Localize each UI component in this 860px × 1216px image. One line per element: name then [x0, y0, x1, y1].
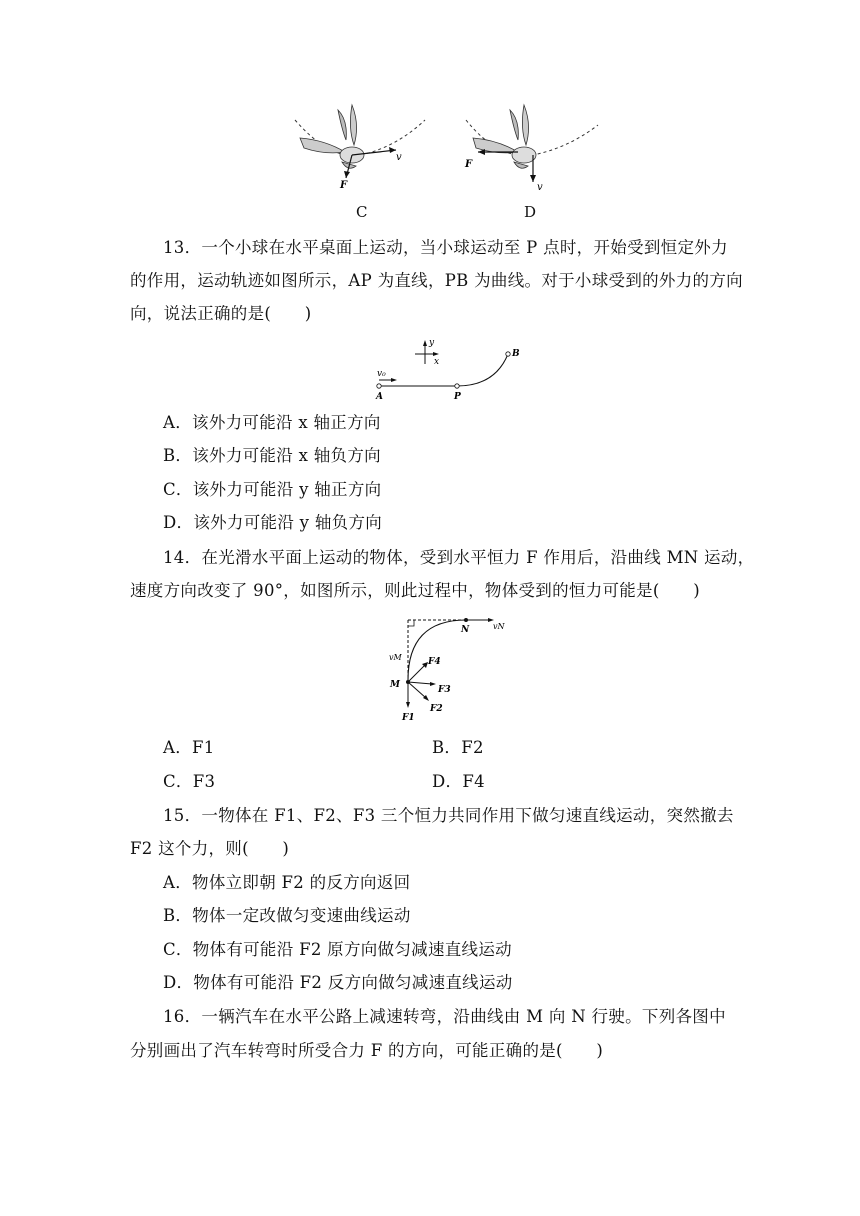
q14-f1-label: F1	[402, 713, 415, 723]
q15-option-a: A．物体立即朝 F2 的反方向返回	[163, 873, 411, 892]
q14-option-d: D．F4	[432, 772, 485, 791]
velocity-label-d: v	[537, 182, 543, 193]
velocity-label-c: v	[396, 152, 402, 163]
q14-f4-label: F4	[428, 657, 441, 667]
q14-option-b: B．F2	[432, 738, 484, 757]
q15-stem-line-1: 15．一物体在 F1、F2、F3 三个恒力共同作用下做匀速直线运动，突然撤去	[163, 806, 734, 825]
q14-point-n-label: N	[461, 625, 470, 635]
q13-option-d: D．该外力可能沿 y 轴负方向	[163, 513, 383, 532]
q15-stem-line-2: F2 这个力，则( )	[130, 839, 290, 858]
q13-point-b-label: B	[512, 349, 520, 359]
q15-option-d: D．物体有可能沿 F2 反方向做匀减速直线运动	[163, 973, 513, 992]
q13-option-c: C．该外力可能沿 y 轴正方向	[163, 480, 382, 499]
q13-stem-line-1: 13．一个小球在水平桌面上运动，当小球运动至 P 点时，开始受到恒定外力	[163, 238, 728, 257]
q16-stem-line-2: 分别画出了汽车转弯时所受合力 F 的方向，可能正确的是( )	[130, 1041, 604, 1060]
q16-stem-line-1: 16．一辆汽车在水平公路上减速转弯，沿曲线由 M 向 N 行驶。下列各图中	[163, 1007, 726, 1026]
q15-option-c: C．物体有可能沿 F2 原方向做匀减速直线运动	[163, 940, 512, 959]
q14-stem-line-2: 速度方向改变了 90°，如图所示，则此过程中，物体受到的恒力可能是( )	[130, 581, 700, 600]
q13-v0-label: v₀	[377, 369, 386, 379]
q13-stem-line-3: 向，说法正确的是( )	[130, 304, 312, 323]
q13-point-a-label: A	[376, 392, 383, 402]
q13-stem-line-2: 的作用，运动轨迹如图所示，AP 为直线，PB 为曲线。对于小球受到的外力的方向	[130, 271, 743, 290]
q14-f2-label: F2	[430, 704, 443, 714]
q13-axis-y-label: y	[429, 338, 435, 348]
q13-axis-x-label: x	[434, 357, 440, 367]
q14-curve-figure	[386, 612, 521, 727]
q14-stem-line-1: 14．在光滑水平面上运动的物体，受到水平恒力 F 作用后，沿曲线 MN 运动，	[163, 548, 755, 567]
q14-option-c: C．F3	[163, 772, 216, 791]
q13-option-b: B．该外力可能沿 x 轴负方向	[163, 446, 381, 465]
q14-vm-label: vM	[389, 653, 402, 662]
q14-option-a: A．F1	[163, 738, 215, 757]
q14-point-m-label: M	[390, 680, 400, 690]
force-label-d: F	[465, 159, 473, 170]
eagle-figure-d	[458, 100, 603, 195]
eagle-figure-c	[290, 100, 430, 195]
q15-option-b: B．物体一定改做匀变速曲线运动	[163, 906, 411, 925]
force-label-c: F	[340, 180, 348, 191]
caption-c: C	[356, 203, 368, 221]
q13-point-p-label: P	[454, 392, 461, 402]
q14-f3-label: F3	[438, 685, 451, 695]
q14-vn-label: vN	[493, 622, 505, 631]
caption-d: D	[524, 203, 537, 221]
q13-trajectory-figure	[370, 334, 530, 402]
q13-option-a: A．该外力可能沿 x 轴正方向	[163, 413, 381, 432]
